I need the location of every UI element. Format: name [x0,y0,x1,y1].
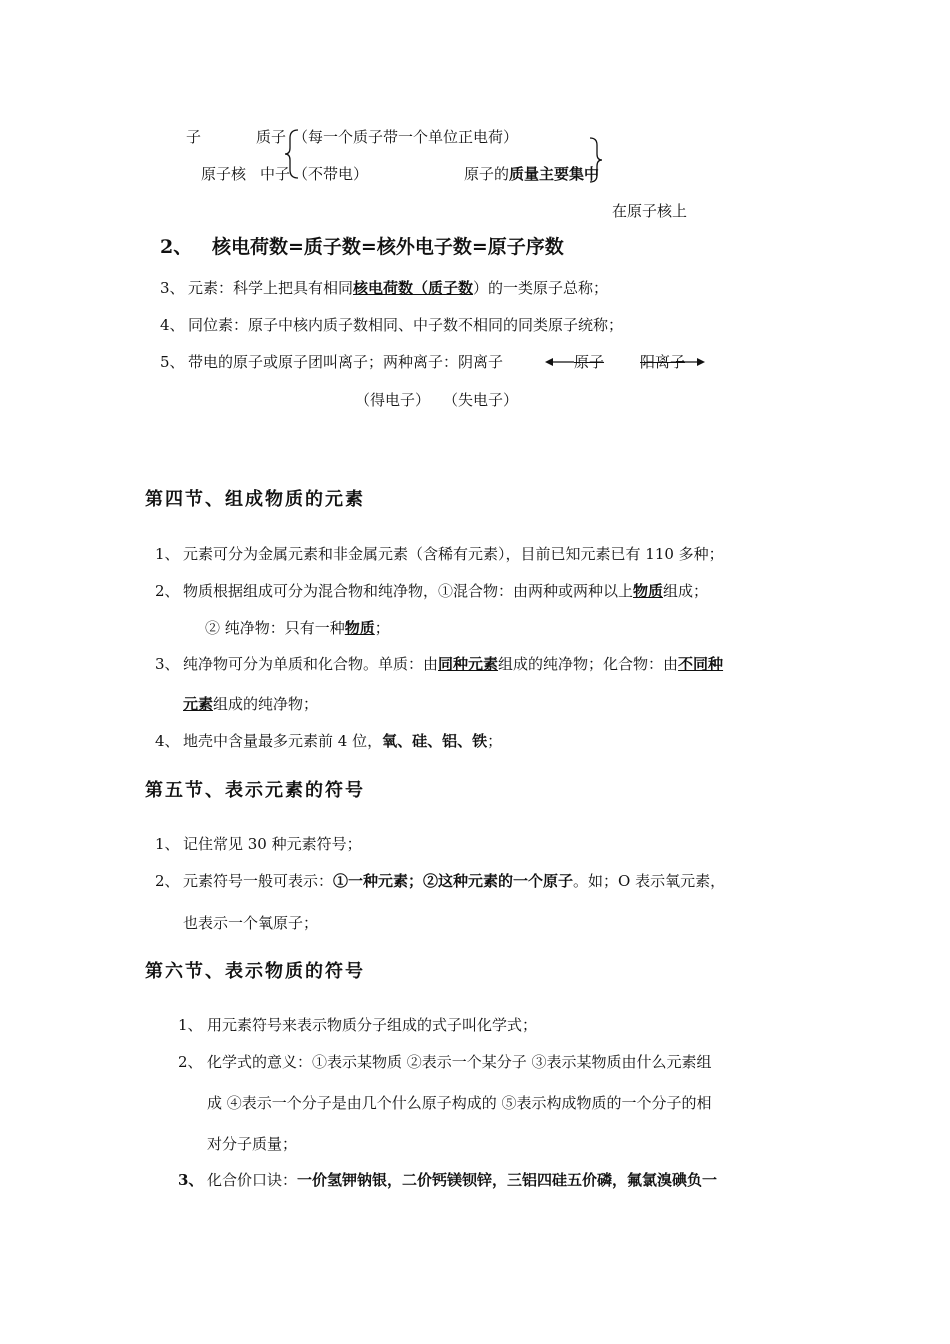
gain-electrons: （得电子） [355,391,431,409]
point4-text: 同位素：原子中核内质子数相同、中子数不相同的同类原子统称； [188,316,624,334]
s6-item3-text [207,1170,717,1190]
s5-item2-bold: ①一种元素；②这种元素的一个原子 [333,872,574,890]
s6-item1-number: 1、 [178,1016,203,1034]
s4-item3-bold2: 不同种 [678,655,724,673]
point5-atom: 原子 [574,353,605,371]
mass-prefix: 原子的 [464,165,510,183]
s5-item2-number: 2、 [155,872,180,890]
s4-item4-pre: 地壳中含量最多元素前 4 位， [183,732,383,750]
s4-item2-post: 组成； [663,582,709,600]
point4-number: 4、 [160,316,185,334]
mass-suffix: 在原子核上 [612,202,688,220]
s4-item4-bold: 氧、硅、铝、铁 [382,732,488,750]
s4-item2-number: 2、 [155,582,180,600]
arrow-right-icon [676,355,706,369]
s4-item3-pre: 纯净物可分为单质和化合物。单质：由 [183,655,439,673]
s4-item3-mid: 组成的纯净物；化合物：由 [498,655,679,673]
s5-item1-text: 记住常见 30 种元素符号； [183,835,362,853]
section6-title: 第六节、表示物质的符号 [145,961,365,982]
section5-title: 第五节、表示元素的符号 [145,780,365,801]
s6-item2-line1: 化学式的意义：①表示某物质 ②表示一个某分子 ③表示某物质由什么元素组 [207,1053,712,1071]
point5-cation: 阳离子 [640,353,686,371]
s4-item1-text: 元素可分为金属元素和非金属元素（含稀有元素），目前已知元素已有 110 多种； [183,545,724,563]
s4-item4-number: 4、 [155,732,180,750]
s6-item2-line2: 成 ④表示一个分子是由几个什么原子构成的 ⑤表示构成物质的一个分子的相 [207,1094,712,1112]
section4-title: 第四节、组成物质的元素 [145,489,365,510]
s4-sub-pre: ② 纯净物：只有一种 [205,619,345,637]
s5-item1-number: 1、 [155,835,180,853]
point3-post: ）的一类原子总称； [473,279,609,297]
point5-number: 5、 [160,353,185,371]
point2-number: 2、 [160,236,193,258]
proton-note: （每一个质子带一个单位正电荷） [293,128,519,146]
s5-item2-cont: 也表示一个氧原子； [183,914,319,932]
s4-item1-number: 1、 [155,545,180,563]
s5-item2-text [183,871,725,891]
s4-item3-cont [183,694,318,714]
s4-item2-pre: 物质根据组成可分为混合物和纯净物，①混合物：由两种或两种以上 [183,582,634,600]
s4-item2-bold: 物质 [633,582,664,600]
neutron-note: （不带电） [293,165,369,183]
s4-item3-bold1: 同种元素 [438,655,499,673]
left-brace-icon [284,128,304,180]
zi-char: 子 [186,128,202,146]
s6-item1-text: 用元素符号来表示物质分子组成的式子叫化学式； [207,1016,538,1034]
nucleus-label: 原子核 [201,165,247,183]
point5-text: 带电的原子或原子团叫离子；两种离子：阴离子 [188,353,504,371]
s4-item3-number: 3、 [155,655,180,673]
point3-pre: 元素：科学上把具有相同 [188,279,354,297]
point2-text: 核电荷数=质子数=核外电子数=原子序数 [212,236,564,258]
lose-electrons: （失电子） [443,391,519,409]
point3-bold: 核电荷数（质子数 [353,279,474,297]
s5-item2-pre: 元素符号一般可表示： [183,872,334,890]
s4-sub-bold: 物质 [344,619,375,637]
s4-item3-cont-post: 组成的纯净物； [213,695,319,713]
s6-item3-bold: 一价氢钾钠银，二价钙镁钡锌，三铝四硅五价磷，氟氯溴碘负一 [297,1171,718,1189]
point3-text [188,278,608,298]
mass-line [464,164,599,184]
arrow-left-icon [544,355,574,369]
s4-item2-sub [205,618,390,638]
s4-item3-text [183,654,723,674]
s6-item2-line3: 对分子质量； [207,1135,298,1153]
s5-item2-post: 。如；O 表示氧元素， [573,872,726,890]
s6-item3-number: 3、 [178,1171,204,1189]
s6-item2-number: 2、 [178,1053,203,1071]
s4-item2-text [183,581,708,601]
proton-label: 质子 [256,128,287,146]
point3-number: 3、 [160,279,185,297]
s4-item4-text [183,731,502,751]
mass-bold: 质量主要集中 [509,165,600,183]
s4-item3-cont-bold: 元素 [183,695,214,713]
s4-sub-post: ； [374,619,390,637]
s6-item3-pre: 化合价口诀： [207,1171,298,1189]
s4-item4-post: ； [487,732,503,750]
neutron-label: 中子 [260,165,291,183]
